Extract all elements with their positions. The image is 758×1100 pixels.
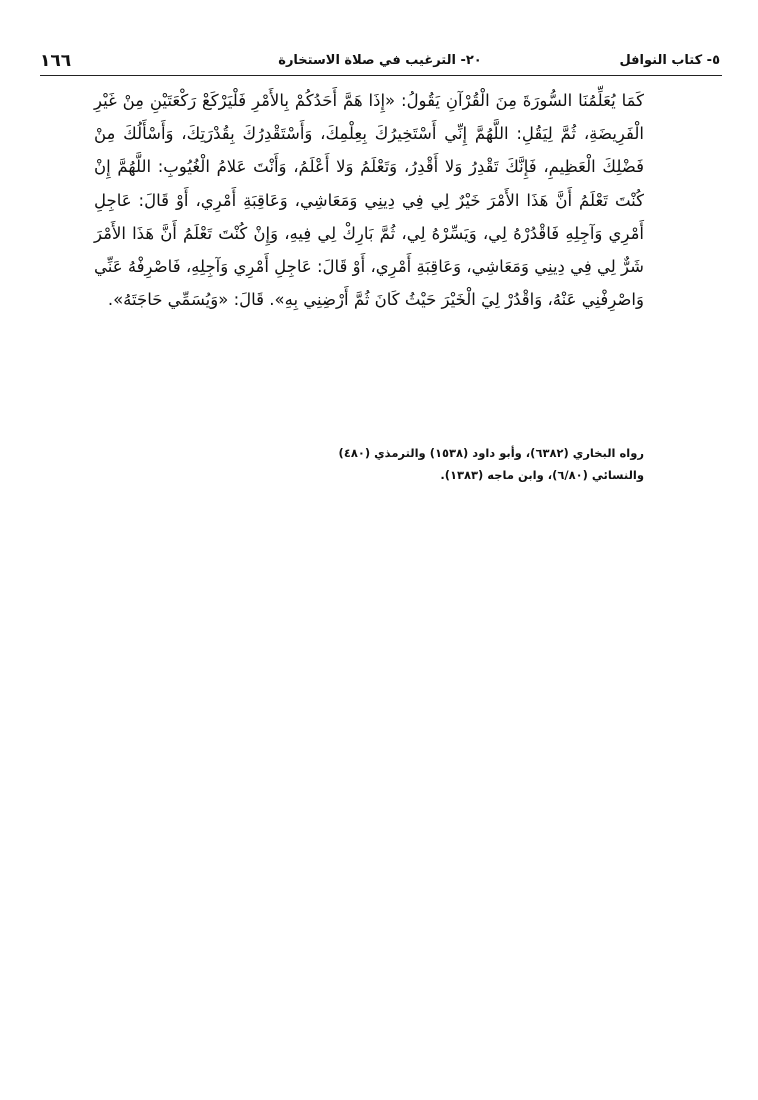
page-number: ١٦٦ (40, 51, 72, 71)
section-title: ٢٠- الترغيب في صلاة الاستخارة (278, 53, 482, 68)
footnote-references (94, 442, 644, 486)
footnote-line-2: والنسائي (٦/٨٠)، وابن ماجه (١٣٨٣). (440, 468, 644, 482)
header-divider (40, 75, 722, 76)
hadith-text (94, 84, 644, 316)
hadith-paragraph: كَمَا يُعَلِّمُنَا السُّورَةَ مِنَ الْقُرْآنِ يَقُولُ: «إِذَا هَمَّ أَحَدُكُمْ بِالأَمْرِ فَلْيَرْكَعْ رَكْعَتَيْنِ مِنْ غَيْرِ الْفَرِيضَةِ، ثُمَّ لِيَقُلِ: اللَّهُمَّ إِنِّي أَسْتَخِيرُكَ بِعِلْمِكَ، وَأَسْتَقْدِرُكَ بِقُدْرَتِكَ، وَأَسْأَلُكَ مِنْ فَضْلِكَ الْعَظِيمِ، فَإِنَّكَ تَقْدِرُ وَلا أَقْدِرُ، وَتَعْلَمُ وَلا أَعْلَمُ، وَأَنْتَ عَلامُ الْغُيُوبِ: اللَّهُمَّ إِنْ كُنْتَ تَعْلَمُ أَنَّ هَذَا الأَمْرَ خَيْرٌ لِي فِي دِينِي وَمَعَاشِي، وَعَاقِبَةِ أَمْرِي، أَوْ قَالَ: عَاجِلِ أَمْرِي وَآجِلِهِ فَاقْدُرْهُ لِي، وَيَسِّرْهُ لِي، ثُمَّ بَارِكْ لِي فِيهِ، وَإِنْ كُنْتَ تَعْلَمُ أَنَّ هَذَا الأَمْرَ شَرٌّ لِي فِي دِينِي وَمَعَاشِي، وَعَاقِبَةِ أَمْرِي، أَوْ قَالَ: عَاجِلِ أَمْرِي وَآجِلِهِ، فَاصْرِفْهُ عَنِّي وَاصْرِفْنِي عَنْهُ، وَاقْدُرْ لِيَ الْخَيْرَ حَيْثُ كَانَ ثُمَّ أَرْضِنِي بِهِ». قَالَ: «وَيُسَمِّي حَاجَتَهُ». (94, 91, 644, 310)
chapter-title: ٥- كتاب النوافل (619, 53, 720, 68)
running-header (40, 50, 720, 72)
footnote-line-1: رواه البخاري (٦٣٨٢)، وأبو داود (١٥٣٨) والترمذي (٤٨٠) (338, 446, 644, 460)
